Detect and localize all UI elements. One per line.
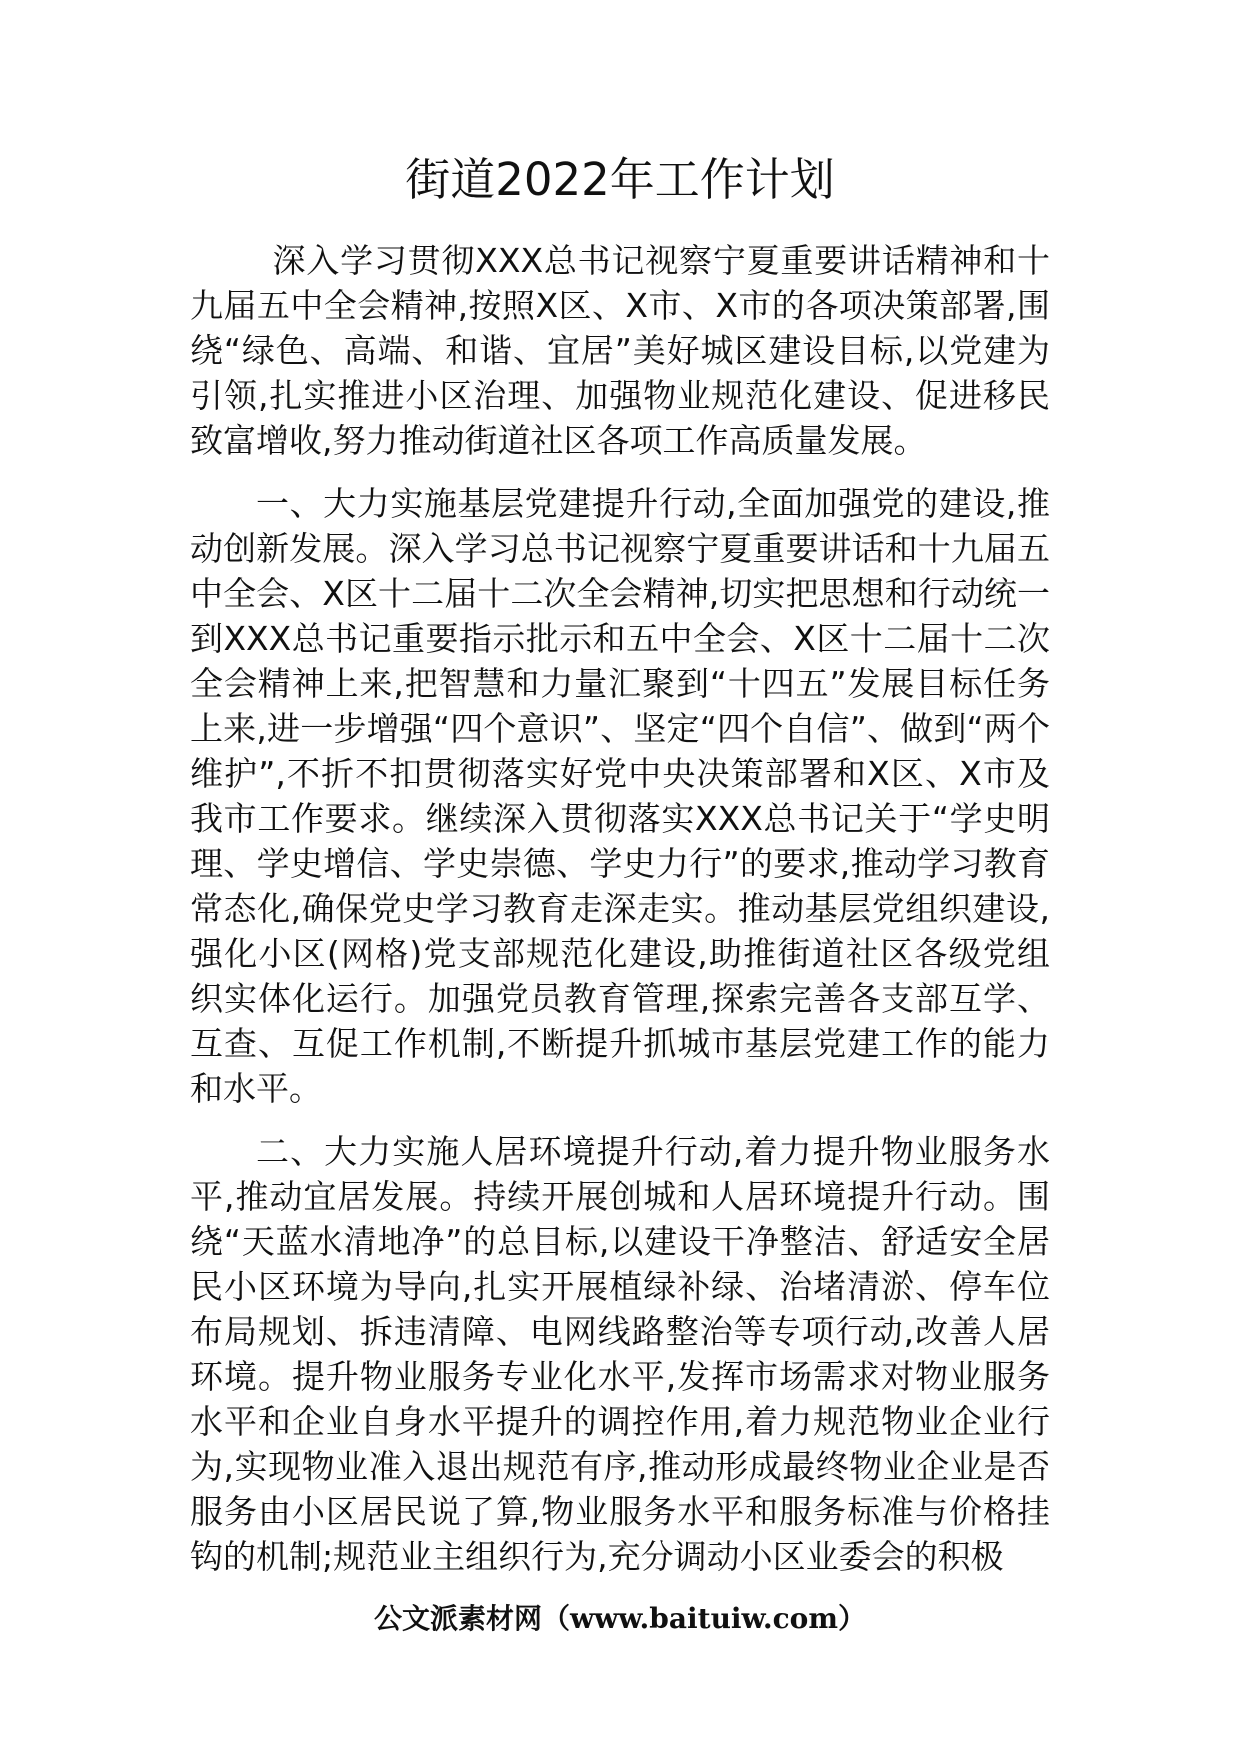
section-two-paragraph: 二、大力实施人居环境提升行动,着力提升物业服务水平,推动宜居发展。持续开展创城和人居环境提升行动。围绕“天蓝水清地净”的总目标,以建设干净整洁、舒适安全居民小区环境为导向,扎实开展植绿补绿、治堵清淤、停车位布局规划、拆违清障、电网线路整治等专项行动,改善人居环境。提升物业服务专业化水平,发挥市场需求对物业服务水平和企业自身水平提升的调控作用,着力规范物业企业行为,实现物业准入退出规范有序,推动形成最终物业企业是否服务由小区居民说了算,物业服务水平和服务标准与价格挂钩的机制;规范业主组织行为,充分调动小区业委会的积极 (190, 1132, 1050, 1576)
footer-watermark: 公文派素材网（www.baituiw.com） (374, 1602, 866, 1635)
section-one-paragraph: 一、大力实施基层党建提升行动,全面加强党的建设,推动创新发展。深入学习总书记视察宁夏重要讲话和十九届五中全会、X区十二届十二次全会精神,切实把思想和行动统一到XXX总书记重要指示批示和五中全会、X区十二届十二次全会精神上来,把智慧和力量汇聚到“十四五”发展目标任务上来,进一步增强“四个意识”、坚定“四个自信”、做到“两个维护”,不折不扣贯彻落实好党中央决策部署和X区、X市及我市工作要求。继续深入贯彻落实XXX总书记关于“学史明理、学史增信、学史崇德、学史力行”的要求,推动学习教育常态化,确保党史学习教育走深走实。推动基层党组织建设,强化小区(网格)党支部规范化建设,助推街道社区各级党组织实体化运行。加强党员教育管理,探索完善各支部互学、互查、互促工作机制,不断提升抓城市基层党建工作的能力和水平。 (190, 484, 1050, 1108)
document-body (190, 238, 1050, 1597)
document-title: 街道2022年工作计划 (405, 153, 835, 206)
intro-paragraph: 深入学习贯彻XXX总书记视察宁夏重要讲话精神和十九届五中全会精神,按照X区、X市、X市的各项决策部署,围绕“绿色、高端、和谐、宜居”美好城区建设目标,以党建为引领,扎实推进小区治理、加强物业规范化建设、促进移民致富增收,努力推动街道社区各项工作高质量发展。 (190, 241, 1050, 460)
